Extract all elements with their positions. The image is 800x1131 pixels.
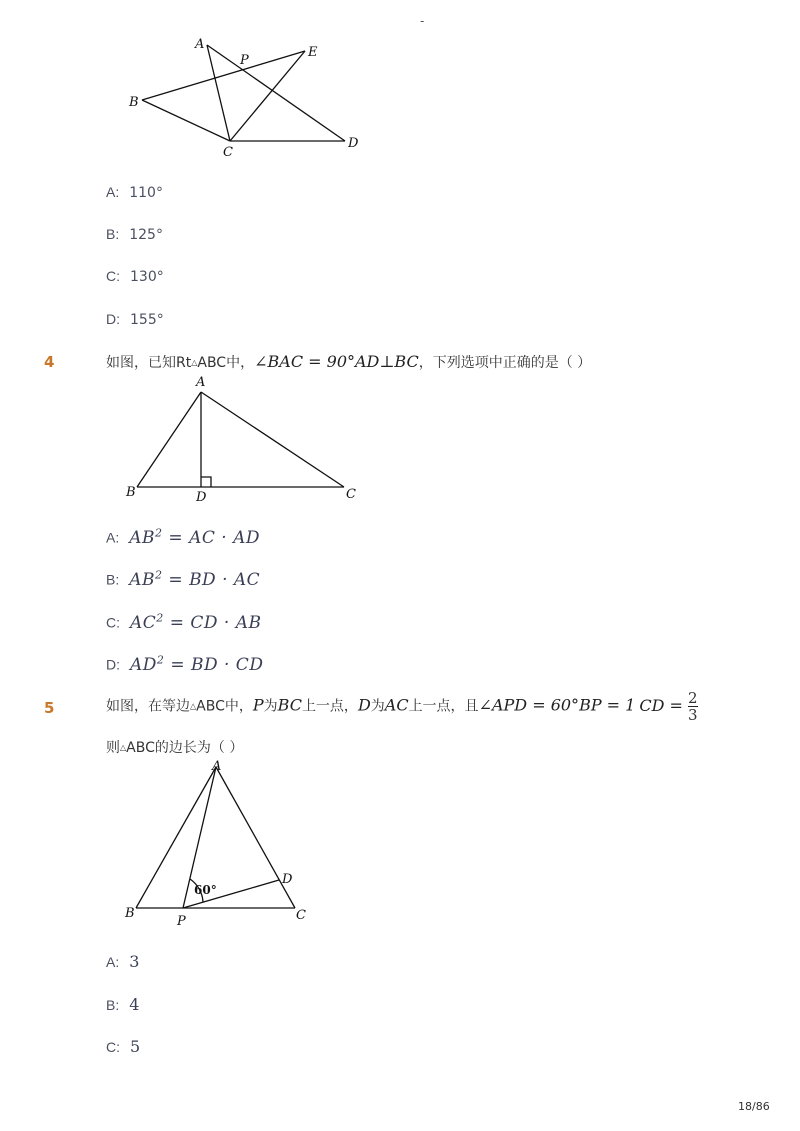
label-a: A bbox=[212, 759, 222, 774]
figure-right-triangle bbox=[120, 372, 370, 507]
label-b: B bbox=[129, 95, 139, 110]
label-c: C bbox=[346, 487, 356, 502]
page-number: 18/86 bbox=[738, 1100, 770, 1113]
label-d: D bbox=[196, 490, 207, 505]
question-4-text: 如图，已知Rt△ABC中，∠BAC = 90°AD⊥BC，下列选项中正确的是（ ） bbox=[106, 352, 592, 371]
question-4-number: 4 bbox=[44, 353, 55, 371]
question-5-number: 5 bbox=[44, 699, 55, 717]
segment-a-c bbox=[207, 45, 230, 141]
figure-equilateral-triangle bbox=[120, 755, 330, 930]
label-a: A bbox=[195, 37, 205, 52]
q5-option-b: B: 4 bbox=[106, 995, 140, 1014]
question-5-text-line2: 则△ABC的边长为（ ） bbox=[106, 740, 244, 756]
label-p: P bbox=[240, 53, 249, 68]
top-mark: - bbox=[420, 14, 425, 28]
segment-b-c bbox=[142, 100, 230, 141]
figure-star-triangles bbox=[120, 30, 370, 160]
segment-a-b bbox=[137, 392, 201, 487]
label-c: C bbox=[223, 145, 233, 160]
label-b: B bbox=[126, 485, 136, 500]
q4-option-a: A: $AB^2$ = AC · AD bbox=[106, 526, 260, 548]
segment-a-c bbox=[201, 392, 344, 487]
label-b: B bbox=[125, 906, 135, 921]
label-p: P bbox=[177, 914, 186, 929]
q4-option-d: D: $AD^2$ = BD · CD bbox=[106, 653, 264, 675]
label-c: C bbox=[296, 908, 306, 923]
right-angle-mark bbox=[201, 477, 211, 487]
q5-option-c: C: 5 bbox=[106, 1037, 141, 1056]
segment-b-e bbox=[142, 51, 305, 100]
q3-option-a: A: 110° bbox=[106, 184, 163, 201]
q4-option-c: C: $AC^2$ = CD · AB bbox=[106, 611, 262, 633]
label-d: D bbox=[348, 136, 359, 151]
label-d: D bbox=[282, 872, 293, 887]
fraction-two-thirds: $\frac{2}{3}$ bbox=[688, 689, 698, 724]
q3-option-c: C: 130° bbox=[106, 268, 164, 285]
q3-option-d: D: 155° bbox=[106, 311, 164, 328]
q4-option-b: B: $AB^2$ = BD · AC bbox=[106, 568, 261, 590]
question-5-text-line1: 如图，在等边△ABC中，P为BC上一点，D为AC上一点，且∠APD = 60°BP = 1 CD = $\frac{2}{3}$ bbox=[106, 689, 698, 724]
label-a: A bbox=[196, 375, 206, 390]
label-e: E bbox=[308, 45, 318, 60]
angle-label: 60° bbox=[194, 883, 217, 897]
q3-option-b: B: 125° bbox=[106, 226, 163, 243]
q5-option-a: A: 3 bbox=[106, 952, 140, 971]
